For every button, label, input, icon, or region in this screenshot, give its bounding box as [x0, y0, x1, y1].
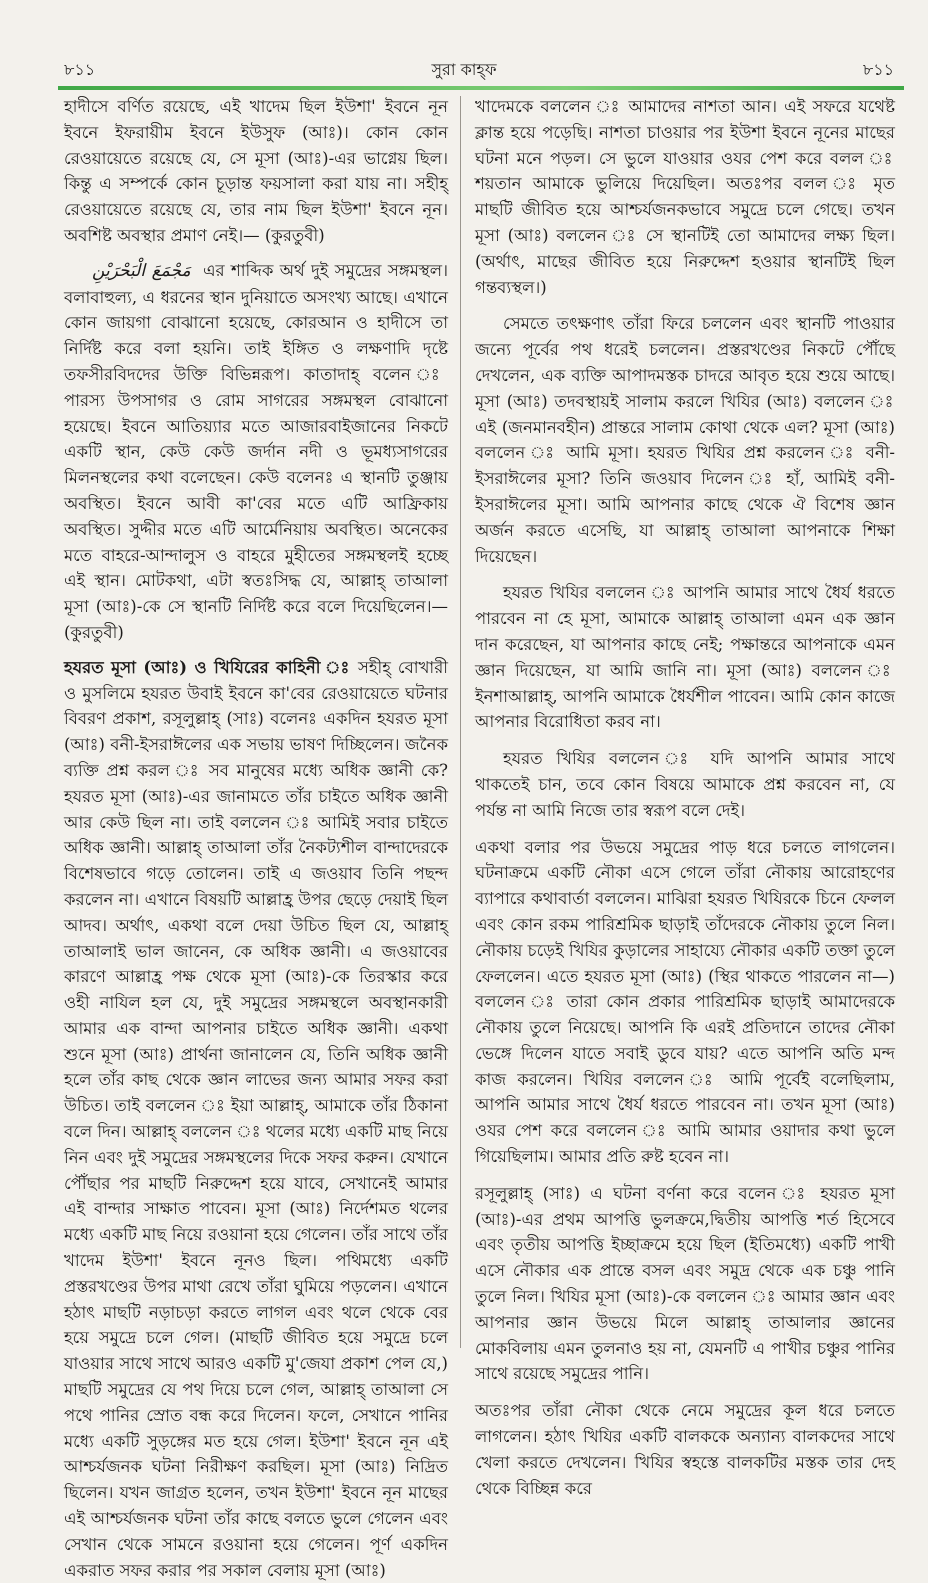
running-title: সুরা কাহ্ফ [431, 60, 497, 79]
right-column [475, 94, 895, 1498]
paragraph: হযরত খিযির বললেন ঃ যদি আপনি আমার সাথে থাকতেই চান, তবে কোন বিষয়ে আমাকে প্রশ্ন করবেন না, যে পর্যন্ত না আমি নিজে তার স্বরূপ বলে দেই। [475, 749, 895, 820]
page-number-left: ৮১১ [64, 60, 96, 79]
arabic-phrase: مَجْمَعَ الْبَحْرَيْنِ [92, 260, 191, 281]
left-column [64, 94, 448, 1580]
paragraph: সেমতে তৎক্ষণাৎ তাঁরা ফিরে চললেন এবং স্থানটি পাওয়ার জন্যে পূর্বের পথ ধরেই চললেন। প্রস্তরখণ্ডের নিকটে পৌঁছে দেখলেন, এক ব্যক্তি আপাদমস্তক চাদরে আবৃত হয়ে শুয়ে আছে। মূসা (আঃ) তদবস্থায়ই সালাম করলে খিযির (আঃ) বললেন ঃ এই (জনমানবহীন) প্রান্তরে সালাম কোথা থেকে এল? মূসা (আঃ) বললেন ঃ আমি মূসা। হযরত খিযির প্রশ্ন করলেন ঃ বনী-ইসরাঈলের মূসা? তিনি জওয়াব দিলেন ঃ হাঁ, আমিই বনী-ইসরাঈলের মূসা। আমি আপনার কাছে থেকে ঐ বিশেষ জ্ঞান অর্জন করতে এসেছি, যা আল্লাহ্ তাআলা আপনাকে শিক্ষা দিয়েছেন। [475, 314, 895, 566]
paragraph: একথা বলার পর উভয়ে সমুদ্রের পাড় ধরে চলতে লাগলেন। ঘটনাক্রমে একটি নৌকা এসে গেলে তাঁরা নৌকায় আরোহণের ব্যাপারে কথাবার্তা বললেন। মাঝিরা হযরত খিযিরকে চিনে ফেলল এবং কোন রকম পারিশ্রমিক ছাড়াই তাঁদেরকে নৌকায় তুলে নিল। নৌকায় চড়েই খিযির কুড়ালের সাহায্যে নৌকার একটি তক্তা তুলে ফেললেন। এতে হযরত মূসা (আঃ) (স্থির থাকতে পারলেন না—) বললেন ঃ তারা কোন প্রকার পারিশ্রমিক ছাড়াই আমাদেরকে নৌকায় তুলে নিয়েছে। আপনি কি এরই প্রতিদানে তাদের নৌকা ভেঙ্গে দিলেন যাতে সবাই ডুবে যায়? এতে আপনি অতি মন্দ কাজ করলেন। খিযির বললেন ঃ আমি পূর্বেই বলেছিলাম, আপনি আমার সাথে ধৈর্য ধরতে পারবেন না। তখন মূসা (আঃ) ওযর পেশ করে বললেন ঃ আমি আমার ওয়াদার কথা ভুলে গিয়েছিলাম। আমার প্রতি রুষ্ট হবেন না। [475, 837, 895, 1167]
header-rule [58, 86, 904, 90]
paragraph [64, 655, 448, 1583]
paragraph-text: সহীহ্ বোখারী ও মুসলিমে হযরত উবাই ইবনে কা'বের রেওয়ায়েতে ঘটনার বিবরণ প্রকাশ, রসূলুল্লাহ্ (সাঃ) বলেনঃ একদিন হযরত মূসা (আঃ) বনী-ইসরাঈলের এক সভায় ভাষণ দিচ্ছিলেন। জনৈক ব্যক্তি প্রশ্ন করল ঃ সব মানুষের মধ্যে অধিক জ্ঞানী কে? হযরত মূসা (আঃ)-এর জানামতে তাঁর চাইতে অধিক জ্ঞানী আর কেউ ছিল না। তাই বললেন ঃ আমিই সবার চাইতে অধিক জ্ঞানী। আল্লাহ্ তাআলা তাঁর নৈকট্যশীল বান্দাদেরকে বিশেষভাবে গড়ে তোলেন। তাই এ জওয়াব তিনি পছন্দ করলেন না। এখানে বিষয়টি আল্লাহ্র উপর ছেড়ে দেয়াই ছিল আদব। অর্থাৎ, একথা বলে দেয়া উচিত ছিল যে, আল্লাহ্ তাআলাই ভাল জানেন, কে অধিক জ্ঞানী। এ জওয়াবের কারণে আল্লাহ্র পক্ষ থেকে মূসা (আঃ)-কে তিরস্কার করে ওহী নাযিল হল যে, দুই সমুদ্রের সঙ্গমস্থলে অবস্থানকারী আমার এক বান্দা আপনার চাইতে অধিক জ্ঞানী। একথা শুনে মূসা (আঃ) প্রার্থনা জানালেন যে, তিনি অধিক জ্ঞানী হলে তাঁর কাছ থেকে জ্ঞান লাভের জন্য আমার সফর করা উচিত। তাই বললেন ঃ ইয়া আল্লাহ্, আমাকে তাঁর ঠিকানা বলে দিন। আল্লাহ্ বললেন ঃ থলের মধ্যে একটি মাছ নিয়ে নিন এবং দুই সমুদ্রের সঙ্গমস্থলের দিকে সফর করুন। যেখানে পৌঁছার পর মাছটি নিরুদ্দেশ হয়ে যাবে, সেখানেই আমার এই বান্দার সাক্ষাত পাবেন। মূসা (আঃ) নির্দেশমত থলের মধ্যে একটি মাছ নিয়ে রওয়ানা হয়ে গেলেন। তাঁর সাথে তাঁর খাদেম ইউশা' ইবনে নূনও ছিল। পথিমধ্যে একটি প্রস্তরখণ্ডের উপর মাথা রেখে তাঁরা ঘুমিয়ে পড়লেন। এখানে হঠাৎ মাছটি নড়াচড়া করতে লাগল এবং থলে থেকে বের হয়ে সমুদ্রে চলে গেল। (মাছটি জীবিত হয়ে সমুদ্রে চলে যাওয়ার সাথে সাথে আরও একটি মু'জেযা প্রকাশ পেল যে,) মাছটি সমুদ্রের যে পথ দিয়ে চলে গেল, আল্লাহ্ তাআলা সে পথে পানির স্রোত বন্ধ করে দিলেন। ফলে, সেখানে পানির মধ্যে একটি সুড়ঙ্গের মত হয়ে গেল। ইউশা' ইবনে নূন এই আশ্চর্যজনক ঘটনা নিরীক্ষণ করছিল। মূসা (আঃ) নিদ্রিত ছিলেন। যখন জাগ্রত হলেন, তখন ইউশা' ইবনে নূন মাছের এই আশ্চর্যজনক ঘটনা তাঁর কাছে বলতে ভুলে গেলেন এবং সেখান থেকে সামনে রওয়ানা হয়ে গেলেন। পূর্ণ একদিন একরাত সফর করার পর সকাল বেলায় মূসা (আঃ) [64, 657, 448, 1580]
paragraph: অতঃপর তাঁরা নৌকা থেকে নেমে সমুদ্রের কূল ধরে চলতে লাগলেন। হঠাৎ খিযির একটি বালককে অন্যান্য বালকদের সাথে খেলা করতে দেখলেন। খিযির স্বহস্তে বালকটির মস্তক তার দেহ থেকে বিচ্ছিন্ন করে [475, 1401, 895, 1498]
paragraph: হযরত খিযির বললেন ঃ আপনি আমার সাথে ধৈর্য ধরতে পারবেন না হে মূসা, আমাকে আল্লাহ্ তাআলা এমন এক জ্ঞান দান করেছেন, যা আপনার কাছে নেই; পক্ষান্তরে আপনাকে এমন জ্ঞান দিয়েছেন, যা আমি জানি না। মূসা (আঃ) বললেন ঃ ইনশাআল্লাহ্, আপনি আমাকে ধৈর্যশীল পাবেন। আমি কোন কাজে আপনার বিরোধিতা করব না। [475, 583, 895, 732]
paragraph: হাদীসে বর্ণিত রয়েছে, এই খাদেম ছিল ইউশা' ইবনে নূন ইবনে ইফরায়ীম ইবনে ইউসুফ (আঃ)। কোন কোন রেওয়ায়েতে রয়েছে যে, সে মূসা (আঃ)-এর ভাগ্নেয় ছিল। কিন্তু এ সম্পর্কে কোন চূড়ান্ত ফয়সালা করা যায় না। সহীহ্ রেওয়ায়েতে রয়েছে যে, তার নাম ছিল ইউশা' ইবনে নূন। অবশিষ্ট অবস্থার প্রমাণ নেই।— (কুরতুবী) [64, 97, 448, 245]
section-heading: হযরত মূসা (আঃ) ও খিযিরের কাহিনী ঃ [64, 657, 352, 677]
paragraph [64, 258, 448, 646]
column-divider [460, 96, 461, 1348]
paragraph: রসূলুল্লাহ্ (সাঃ) এ ঘটনা বর্ণনা করে বলেন ঃ হযরত মূসা (আঃ)-এর প্রথম আপত্তি ভুলক্রমে,দ্বিতীয় আপত্তি শর্ত হিসেবে এবং তৃতীয় আপত্তি ইচ্ছাক্রমে হয়ে ছিল (ইতিমধ্যে) একটি পাখী এসে নৌকার এক প্রান্তে বসল এবং সমুদ্র থেকে এক চঞ্চু পানি তুলে নিল। খিযির মূসা (আঃ)-কে বললেন ঃ আমার জ্ঞান এবং আপনার জ্ঞান উভয়ে মিলে আল্লাহ্ তাআলার জ্ঞানের মোকবিলায় এমন তুলনাও হয় না, যেমনটি এ পাখীর চঞ্চুর পানির সাথে রয়েছে সমুদ্রের পানি। [475, 1183, 895, 1384]
paragraph: খাদেমকে বললেন ঃ আমাদের নাশতা আন। এই সফরে যথেষ্ট ক্লান্ত হয়ে পড়েছি। নাশতা চাওয়ার পর ইউশা ইবনে নূনের মাছের ঘটনা মনে পড়ল। সে ভুলে যাওয়ার ওযর পেশ করে বলল ঃ শয়তান আমাকে ভুলিয়ে দিয়েছিল। অতঃপর বলল ঃ মৃত মাছটি জীবিত হয়ে আশ্চর্যজনকভাবে সমুদ্রে চলে গেছে। তখন মূসা (আঃ) বললেন ঃ সে স্থানটিই তো আমাদের লক্ষ্য ছিল। (অর্থাৎ, মাছের জীবিত হয়ে নিরুদ্দেশ হওয়ার স্থানটিই ছিল গন্তব্যস্থল।) [475, 97, 895, 297]
paragraph-text: এর শাব্দিক অর্থ দুই সমুদ্রের সঙ্গমস্থল। বলাবাহুল্য, এ ধরনের স্থান দুনিয়াতে অসংখ্য আছে। এখানে কোন জায়গা বোঝানো হয়েছে, কোরআন ও হাদীসে তা নির্দিষ্ট করে বলা হয়নি। তাই ইঙ্গিত ও লক্ষণাদি দৃষ্টে তফসীরবিদদের উক্তি বিভিন্নরূপ। কাতাদাহ্ বলেন ঃ পারস্য উপসাগর ও রোম সাগরের সঙ্গমস্থল বোঝানো হয়েছে। ইবনে আতিয়্যার মতে আজারবাইজানের নিকটে একটি স্থান, কেউ কেউ জর্দান নদী ও ভূমধ্যসাগরের মিলনস্থলের কথা বলেছেন। কেউ বলেনঃ এ স্থানটি তুঞ্জায় অবস্থিত। ইবনে আবী কা'বের মতে এটি আফ্রিকায় অবস্থিত। সুদ্দীর মতে এটি আর্মেনিয়ায় অবস্থিত। অনেকের মতে বাহরে-আন্দালুস ও বাহরে মুহীতের সঙ্গমস্থলই হচ্ছে এই স্থান। মোটকথা, এটা স্বতঃসিদ্ধ যে, আল্লাহ্ তাআলা মূসা (আঃ)-কে সে স্থানটি নির্দিষ্ট করে বলে দিয়েছিলেন।— (কুরতুবী) [64, 260, 448, 642]
page-number-right: ৮১১ [862, 60, 894, 79]
